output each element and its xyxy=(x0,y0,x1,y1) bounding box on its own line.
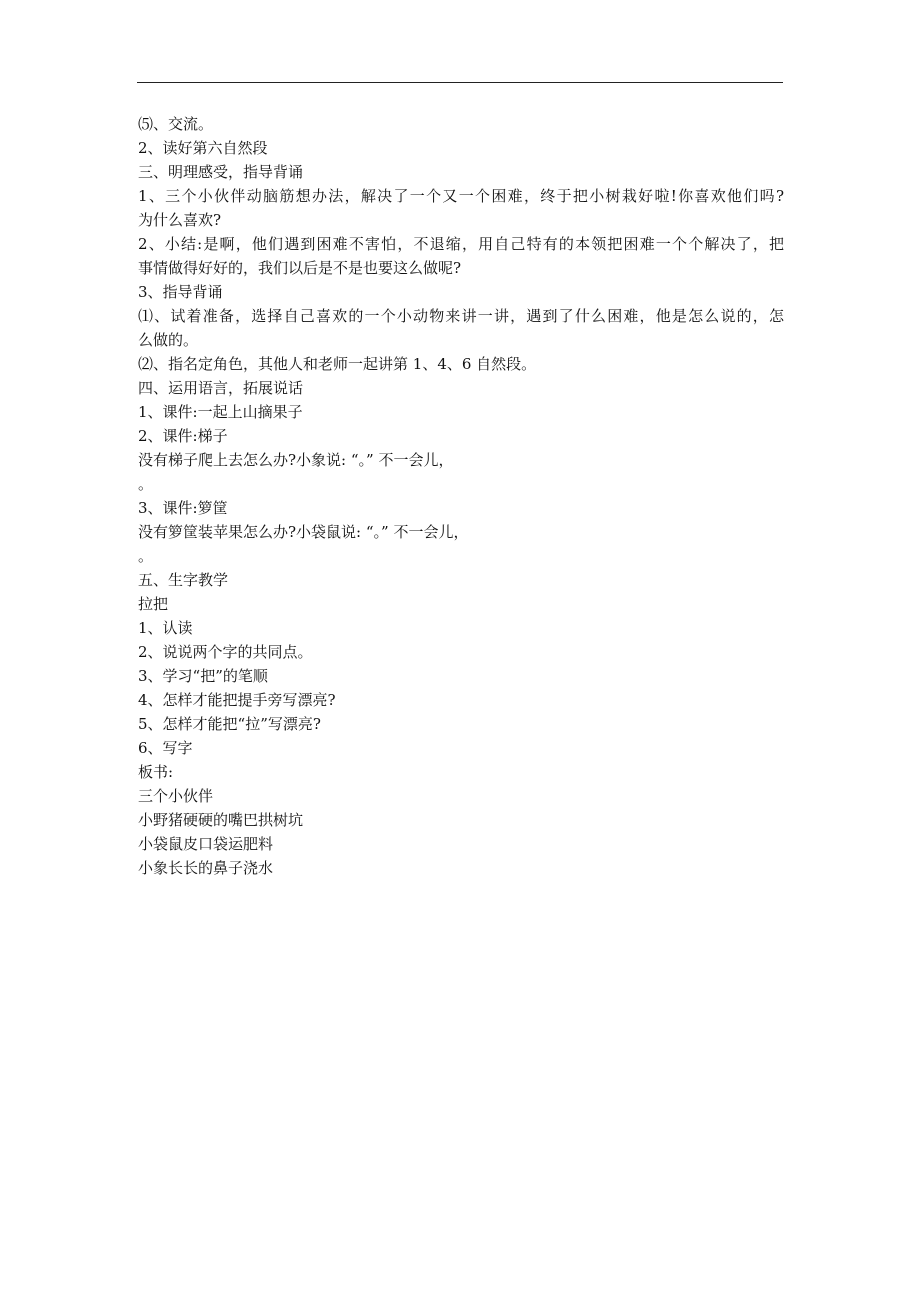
text-line: 3、指导背诵 xyxy=(138,283,223,301)
text-line: 2、课件:梯子 xyxy=(138,427,228,445)
text-line: 没有箩筐装苹果怎么办?小袋鼠说: “。” 不一会儿， xyxy=(138,523,469,541)
text-line: 5、怎样才能把“拉”写漂亮? xyxy=(138,715,321,733)
text-line: 没有梯子爬上去怎么办?小象说: “。” 不一会儿， xyxy=(138,451,454,469)
text-line: ⑸、交流。 xyxy=(138,115,214,133)
text-line: ⑵、指名定角色，其他人和老师一起讲第 1、4、6 自然段。 xyxy=(138,355,537,373)
text-line: 为什么喜欢? xyxy=(138,211,222,229)
text-line: 板书: xyxy=(138,763,174,781)
text-line: 1、三个小伙伴动脑筋想办法，解决了一个又一个困难，终于把小树栽好啦!你喜欢他们吗? xyxy=(138,187,784,205)
text-line: 2、小结:是啊，他们遇到困难不害怕，不退缩，用自己特有的本领把困难一个个解决了，把 xyxy=(138,235,784,253)
text-line: 2、读好第六自然段 xyxy=(138,139,268,157)
document-body xyxy=(138,112,784,880)
text-line: 3、课件:箩筐 xyxy=(138,499,228,517)
section-heading: 四、运用语言，拓展说话 xyxy=(138,379,304,397)
text-line: 三个小伙伴 xyxy=(138,787,214,805)
text-line: 小野猪硬硬的嘴巴拱树坑 xyxy=(138,811,304,829)
text-line: 。 xyxy=(138,547,154,565)
text-line: 么做的。 xyxy=(138,331,199,349)
text-line: 。 xyxy=(138,475,154,493)
text-line: 1、认读 xyxy=(138,619,193,637)
section-heading: 五、生字教学 xyxy=(138,571,229,589)
section-heading: 三、明理感受，指导背诵 xyxy=(138,163,304,181)
text-line: 小象长长的鼻子浇水 xyxy=(138,859,274,877)
text-line: 1、课件:一起上山摘果子 xyxy=(138,403,303,421)
text-line: 6、写字 xyxy=(138,739,193,757)
text-line: 4、怎样才能把提手旁写漂亮? xyxy=(138,691,336,709)
text-line: 拉把 xyxy=(138,595,169,613)
header-rule xyxy=(137,82,783,83)
text-line: 小袋鼠皮口袋运肥料 xyxy=(138,835,274,853)
text-line: 事情做得好好的，我们以后是不是也要这么做呢? xyxy=(138,259,462,277)
text-line: 2、说说两个字的共同点。 xyxy=(138,643,313,661)
text-line: ⑴、试着准备，选择自己喜欢的一个小动物来讲一讲，遇到了什么困难，他是怎么说的，怎 xyxy=(138,307,784,325)
text-line: 3、学习“把”的笔顺 xyxy=(138,667,268,685)
